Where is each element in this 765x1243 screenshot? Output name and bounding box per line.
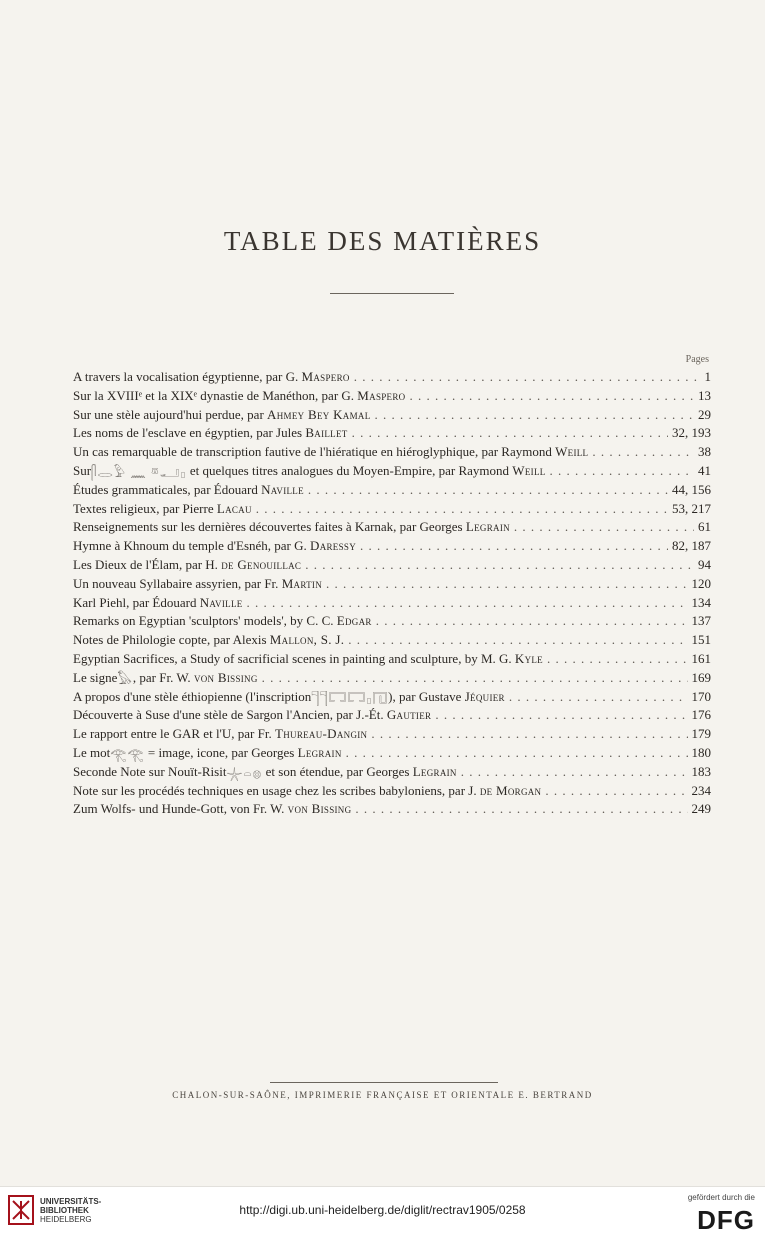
toc-entry-page: 29 (698, 406, 711, 422)
toc-entry (73, 481, 711, 500)
toc-entry-page: 169 (691, 669, 711, 685)
toc-entry-title (73, 424, 348, 443)
library-name-line2: BIBLIOTHEK (40, 1206, 89, 1215)
toc-entry-text: Note sur les procédés techniques en usage chez les scribes babyloniens, par J. (73, 782, 480, 798)
toc-entry-author: Martin (281, 575, 323, 591)
toc-entry-title (73, 706, 431, 725)
toc-entry-author: Jéquier (464, 688, 505, 704)
toc-entry-page: 134 (691, 594, 711, 610)
hieroglyph-icon: 𓅃 (117, 671, 133, 687)
hieroglyph-icon: 𓊹𓊹𓉐𓉐𓊪𓉔 (311, 690, 389, 706)
toc-entry-text-continued: = image, icone, par Georges (144, 744, 298, 760)
permalink-url[interactable]: http://digi.ub.uni-heidelberg.de/diglit/rectrav1905/0258 (239, 1203, 526, 1217)
hieroglyph-icon: 𓇼𓏏𓊖 (226, 765, 263, 781)
toc-entry-author: Maspero (301, 369, 350, 384)
toc-entry-text: Sur une stèle aujourd'hui perdue, par (73, 406, 268, 422)
toc-entry-author: Weill (555, 444, 589, 460)
toc-entry-author: Naville (199, 594, 243, 610)
hieroglyph-icon: 𓂀𓂀 (110, 746, 145, 762)
toc-entry-author: von Bissing (287, 801, 352, 817)
toc-entry-page: 94 (698, 556, 711, 572)
toc-entry-text: Seconde Note sur Nouït-Risit (73, 763, 227, 779)
toc-entry-title (73, 575, 322, 594)
toc-entry-title (73, 462, 546, 481)
toc-entry-text: Remarks on Egyptian 'sculptors' models', by C. C. (73, 613, 337, 629)
printer-imprint: CHALON-SUR-SAÔNE, IMPRIMERIE FRANÇAISE ET ORIENTALE E. BERTRAND (172, 1090, 593, 1100)
toc-entry-author: Daressy (310, 538, 357, 554)
hieroglyph-icon: 𓋴𓂋𓅱 𓈖 𓎼𓂝𓊪 (91, 464, 187, 480)
toc-entry-title (73, 612, 372, 631)
toc-entry-title (73, 782, 541, 801)
toc-entry (73, 763, 711, 782)
leader-dots (375, 406, 695, 425)
toc-entry-page: 176 (691, 707, 711, 723)
toc-entry-text: Études grammaticales, par Édouard (73, 481, 262, 497)
toc-entry-author: Thureau-Dangin (274, 726, 368, 742)
toc-entry-page: 137 (691, 613, 711, 629)
toc-entry-title (73, 443, 588, 462)
toc-entry-title (73, 594, 243, 613)
toc-entry-author: Lacau (216, 500, 252, 516)
toc-entry-title (73, 368, 350, 387)
toc-entry (73, 612, 711, 631)
toc-entry-text: Un nouveau Syllabaire assyrien, par Fr. (73, 575, 282, 591)
toc-entry-page: 41 (698, 462, 711, 478)
toc-entry-author: Legrain (465, 519, 510, 535)
toc-entry-author: Mallon, S. J. (269, 632, 345, 648)
toc-entry-author: de Genouillac (221, 556, 302, 572)
toc-entry-page: 161 (691, 650, 711, 666)
toc-entry-page: 53, 217 (672, 500, 711, 516)
toc-entry-title (73, 387, 405, 406)
leader-dots (409, 387, 694, 406)
toc-entry-author: Baillet (305, 425, 348, 441)
page-title: TABLE DES MATIÈRES (223, 226, 542, 256)
toc-entry-text: Découverte à Suse d'une stèle de Sargon l'Ancien, par J.-Ét. (73, 707, 387, 723)
toc-entry-author: Naville (261, 481, 304, 497)
toc-entry-author: Ahmey Bey Kamal (267, 406, 371, 422)
toc-entry-title (73, 518, 510, 537)
toc-entry-page: 183 (691, 763, 711, 779)
leader-dots (376, 612, 688, 631)
toc-entry (73, 669, 711, 688)
toc-entry-page: 32, 193 (672, 425, 711, 441)
toc-entry-text: Renseignements sur les dernières découvertes faites à Karnak, par Georges (73, 519, 466, 535)
toc-entry-text-continued: ), par Gustave (388, 688, 465, 704)
toc-entry-title (73, 406, 371, 425)
leader-dots (352, 424, 668, 443)
toc-entry (73, 368, 711, 387)
toc-entry-title (73, 500, 252, 519)
toc-entry-page: 120 (691, 575, 711, 591)
toc-entry-text: Zum Wolfs- und Hunde-Gott, von Fr. W. (73, 801, 288, 817)
toc-entry-text: Sur la XVIIIᵉ et la XIXᵉ dynastie de Manéthon, par G. (73, 387, 358, 403)
toc-entry-page: 249 (691, 801, 711, 817)
leader-dots (348, 631, 687, 650)
toc-entry-page: 234 (691, 782, 711, 798)
toc-entry-text: Le signe (73, 669, 118, 685)
leader-dots (326, 575, 687, 594)
toc-entry (73, 706, 711, 725)
leader-dots (305, 556, 694, 575)
toc-entry-text: Le rapport entre le GAR et l'U, par Fr. (73, 726, 275, 742)
toc-entry-title (73, 688, 505, 707)
toc-entry-title (73, 800, 351, 819)
toc-entry-title (73, 481, 304, 500)
toc-entry-author: Legrain (297, 744, 342, 760)
toc-entry-author: Gautier (386, 707, 432, 723)
toc-entry-author: Weill (512, 462, 546, 478)
leader-dots (360, 537, 668, 556)
leader-dots (435, 706, 687, 725)
leader-dots (247, 594, 688, 613)
toc-entry-page: 61 (698, 519, 711, 535)
toc-entry-title (73, 556, 301, 575)
leader-dots (262, 669, 688, 688)
toc-entry (73, 462, 711, 481)
table-of-contents (73, 368, 711, 819)
toc-entry-title (73, 631, 344, 650)
toc-entry-author: Maspero (357, 387, 406, 403)
viewer-footer (0, 1186, 765, 1243)
leader-dots (592, 443, 694, 462)
leader-dots (371, 725, 687, 744)
toc-entry (73, 443, 711, 462)
toc-entry-text: Sur (73, 462, 92, 478)
funded-by-label: gefördert durch die (687, 1193, 755, 1202)
toc-entry-page: 1 (704, 369, 711, 384)
library-name-line3: HEIDELBERG (40, 1215, 92, 1224)
leader-dots (308, 481, 668, 500)
toc-entry-page: 13 (698, 387, 711, 403)
toc-entry-page: 44, 156 (672, 481, 711, 497)
toc-entry (73, 406, 711, 425)
leader-dots (354, 368, 701, 387)
footer-divider (270, 1082, 498, 1083)
toc-entry-text: Textes religieux, par Pierre (73, 500, 217, 516)
dfg-logo[interactable]: DFG (697, 1205, 755, 1235)
toc-entry-author: Legrain (412, 763, 457, 779)
library-name-line1: UNIVERSITÄTS- (40, 1197, 102, 1206)
toc-entry-author: de Morgan (479, 782, 542, 798)
toc-entry-text: Hymne à Khnoum du temple d'Esnéh, par G. (73, 538, 311, 554)
toc-entry-page: 180 (691, 744, 711, 760)
title-divider (330, 293, 454, 294)
leader-dots (355, 800, 687, 819)
toc-entry-author: von Bissing (193, 669, 258, 685)
toc-entry-title (73, 744, 342, 763)
toc-entry-text: Le mot (73, 744, 111, 760)
leader-dots (256, 500, 668, 519)
toc-entry-text: Egyptian Sacrifices, a Study of sacrificial scenes in painting and sculpture, by M. G. (73, 650, 515, 666)
leader-dots (461, 763, 688, 782)
toc-entry (73, 424, 711, 443)
toc-entry-page: 179 (691, 726, 711, 742)
toc-entry (73, 500, 711, 519)
toc-entry-title (73, 725, 367, 744)
pages-column-label: Pages (685, 354, 709, 365)
toc-entry (73, 556, 711, 575)
leader-dots (346, 744, 688, 763)
toc-entry-page: 82, 187 (672, 538, 711, 554)
toc-entry (73, 575, 711, 594)
toc-entry-text: A propos d'une stèle éthiopienne (l'inscription (73, 688, 312, 704)
toc-entry-text-continued: et son étendue, par Georges (262, 763, 413, 779)
toc-entry-text: Notes de Philologie copte, par Alexis (73, 632, 270, 648)
toc-entry (73, 688, 711, 707)
leader-dots (547, 650, 688, 669)
toc-entry (73, 782, 711, 801)
toc-entry-author: Kyle (514, 650, 543, 666)
toc-entry-text: Les Dieux de l'Élam, par H. (73, 556, 222, 572)
leader-dots (545, 782, 687, 801)
toc-entry-text: Les noms de l'esclave en égyptien, par Jules (73, 425, 306, 441)
toc-entry-title (73, 650, 543, 669)
toc-entry-author: Edgar (336, 613, 372, 629)
toc-entry-page: 38 (698, 444, 711, 460)
toc-entry (73, 518, 711, 537)
toc-entry-page: 151 (691, 632, 711, 648)
toc-entry (73, 594, 711, 613)
toc-entry (73, 387, 711, 406)
leader-dots (550, 462, 694, 481)
toc-entry-text: Un cas remarquable de transcription fautive de l'hiératique en hiéroglyphique, par Raymond (73, 444, 556, 460)
toc-entry (73, 537, 711, 556)
toc-entry-title (73, 763, 457, 782)
leader-dots (509, 688, 688, 707)
toc-entry-title (73, 537, 356, 556)
toc-entry-text-continued: et quelques titres analogues du Moyen-Empire, par Raymond (186, 462, 513, 478)
toc-entry (73, 725, 711, 744)
toc-entry-text-continued: , par Fr. W. (132, 669, 194, 685)
toc-entry (73, 800, 711, 819)
toc-entry-title (73, 669, 258, 688)
toc-entry-text: A travers la vocalisation égyptienne, par G. (73, 369, 302, 384)
toc-entry-text: Karl Piehl, par Édouard (73, 594, 200, 610)
toc-entry-page: 170 (691, 688, 711, 704)
toc-entry (73, 631, 711, 650)
toc-entry (73, 650, 711, 669)
toc-entry (73, 744, 711, 763)
leader-dots (514, 518, 694, 537)
